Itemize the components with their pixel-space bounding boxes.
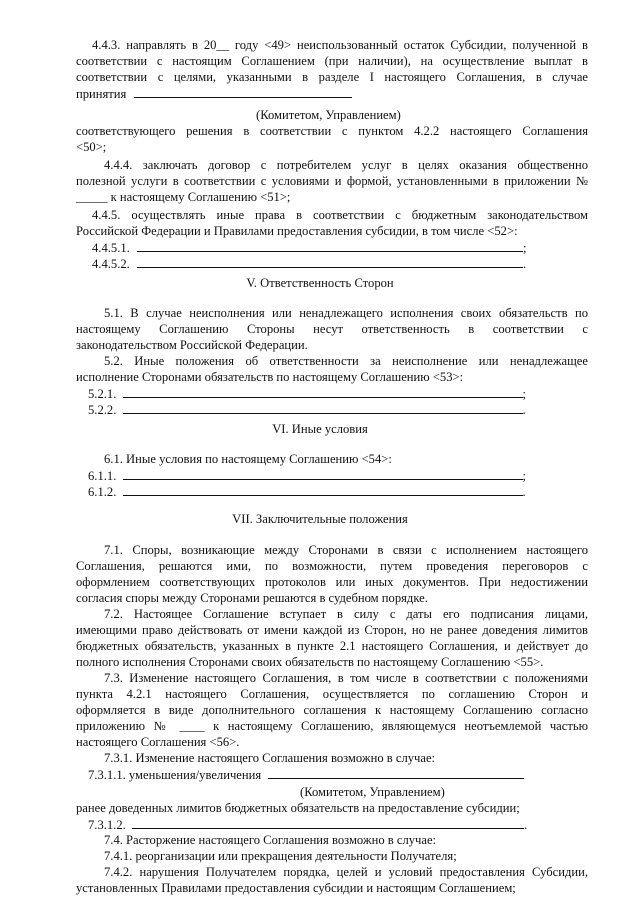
blank-line xyxy=(134,86,352,98)
item-label: 6.1.2. xyxy=(88,485,117,499)
para-5-1-line-3: законодательством Российской Федерации. xyxy=(76,338,308,352)
item-end: . xyxy=(522,257,527,271)
item-end: ; xyxy=(522,469,526,483)
item-7-3-1-2 xyxy=(88,817,548,833)
item-end: ; xyxy=(522,387,526,401)
section-heading-vii: VII. Заключительные положения xyxy=(232,512,408,526)
section-heading-vi: VI. Иные условия xyxy=(272,422,368,436)
item-label: 5.2.2. xyxy=(88,403,117,417)
para-5-1-line-2: настоящему Соглашению Стороны несут ответственность в соответствии с xyxy=(76,322,588,336)
text-prinyatiya: принятия xyxy=(76,87,127,101)
para-4-4-4-line-1: 4.4.4. заключать договор с потребителем услуг в целях оказания общественно xyxy=(104,158,588,172)
item-label: 7.3.1.1. уменьшения/увеличения xyxy=(88,768,262,782)
blank-line xyxy=(123,468,523,480)
para-4-4-5-line-2: Российской Федерации и Правилами предоставления субсидии, в том числе <52>: xyxy=(76,224,518,238)
para-7-1-line-3: оформлением соответствующих протоколов или иных документов. При недостижении xyxy=(76,575,588,589)
para-4-4-3-line-2: соответствии с настоящим Соглашением (при наличии), на осуществление выплат в xyxy=(76,54,588,68)
item-end: . xyxy=(522,485,526,499)
para-7-4-1: 7.4.1. реорганизации или прекращения деятельности Получателя; xyxy=(104,849,457,863)
para-6-1: 6.1. Иные условия по настоящему Соглашению <54>: xyxy=(104,452,392,466)
para-5-2-line-1: 5.2. Иные положения об ответственности за неисполнение или ненадлежащее xyxy=(104,354,588,368)
para-7-3-line-5: настоящего Соглашения <56>. xyxy=(76,735,240,749)
para-4-4-3-line-4 xyxy=(76,86,588,102)
item-7-3-1-1 xyxy=(88,767,548,783)
item-label: 7.3.1.2. xyxy=(88,818,126,832)
item-4-4-5-1 xyxy=(92,240,552,256)
para-7-4-2-line-1: 7.4.2. нарушения Получателем порядка, целей и условий предоставления Субсидии, xyxy=(104,865,588,879)
para-7-3-line-1: 7.3. Изменение настоящего Соглашения, в том числе в соответствии с положениями xyxy=(104,671,588,685)
para-7-2-line-4: полного исполнения Сторонами своих обязательств по настоящему Соглашению <55>. xyxy=(76,655,544,669)
para-4-4-3-line-1: 4.4.3. направлять в 20__ году <49> неиспользованный остаток Субсидии, полученной в xyxy=(92,38,588,52)
caption-committee-2: (Комитетом, Управлением) xyxy=(300,785,445,799)
para-7-4: 7.4. Расторжение настоящего Соглашения возможно в случае: xyxy=(104,833,437,847)
para-5-1-line-1: 5.1. В случае неисполнения или ненадлежащего исполнения своих обязательств по xyxy=(104,306,588,320)
item-label: 4.4.5.2. xyxy=(92,257,130,271)
item-label: 4.4.5.1. xyxy=(92,241,130,255)
para-7-3-line-4: приложению № ____ к настоящему Соглашению, являющемуся неотъемлемой частью xyxy=(76,719,588,733)
item-6-1-1 xyxy=(88,468,548,484)
para-7-1-line-1: 7.1. Споры, возникающие между Сторонами в связи с исполнением настоящего xyxy=(104,543,588,557)
blank-line xyxy=(123,484,523,496)
item-end: . xyxy=(523,818,528,832)
para-5-2-line-2: исполнение Сторонами обязательств по настоящему Соглашению <53>: xyxy=(76,370,464,384)
section-heading-v: V. Ответственность Сторон xyxy=(246,276,394,290)
item-4-4-5-2 xyxy=(92,256,552,272)
item-5-2-1 xyxy=(88,386,548,402)
para-7-1-line-2: Соглашения, решаются ими, по возможности, путем проведения переговоров с xyxy=(76,559,588,573)
blank-line xyxy=(132,817,524,829)
para-4-4-3-line-6: <50>; xyxy=(76,140,107,154)
item-label: 5.2.1. xyxy=(88,387,117,401)
item-label: 6.1.1. xyxy=(88,469,117,483)
para-7-2-line-1: 7.2. Настоящее Соглашение вступает в силу с даты его подписания лицами, xyxy=(104,607,588,621)
caption-committee: (Комитетом, Управлением) xyxy=(256,108,401,122)
para-7-3-1-1-cont: ранее доведенных лимитов бюджетных обязательств на предоставление субсидии; xyxy=(76,801,520,815)
item-5-2-2 xyxy=(88,402,548,418)
blank-line xyxy=(137,256,523,268)
para-4-4-3-line-5: соответствующего решения в соответствии с пунктом 4.2.2 настоящего Соглашения xyxy=(76,124,588,138)
blank-line xyxy=(137,240,523,252)
item-end: . xyxy=(522,403,526,417)
blank-line xyxy=(123,402,523,414)
para-7-1-line-4: согласия споры между Сторонами решаются в судебном порядке. xyxy=(76,591,428,605)
para-7-4-2-line-2: установленных Правилами предоставления субсидии и настоящим Соглашением; xyxy=(76,881,516,895)
para-4-4-5-line-1: 4.4.5. осуществлять иные права в соответствии с бюджетным законодательством xyxy=(92,208,588,222)
para-7-3-1: 7.3.1. Изменение настоящего Соглашения возможно в случае: xyxy=(104,751,436,765)
para-4-4-4-line-3: _____ к настоящему Соглашению <51>; xyxy=(76,190,291,204)
para-4-4-4-line-2: полезной услуги в соответствии с условиями и формой, установленными в приложении № xyxy=(76,174,588,188)
para-7-2-line-2: имеющими право действовать от имени каждой из Сторон, но не ранее доведения лимитов xyxy=(76,623,588,637)
para-7-3-line-3: оформляется в виде дополнительного соглашения к настоящему Соглашению согласно xyxy=(76,703,588,717)
para-7-2-line-3: бюджетных обязательств, указанных в пункте 2.1 настоящего Соглашения, и действует до xyxy=(76,639,588,653)
blank-line xyxy=(123,386,523,398)
para-7-3-line-2: пункта 4.2.1 настоящего Соглашения, осуществляется по соглашению Сторон и xyxy=(76,687,588,701)
item-6-1-2 xyxy=(88,484,548,500)
blank-line xyxy=(268,767,524,779)
para-4-4-3-line-3: соответствии с целями, указанными в разделе I настоящего Соглашения, в случае xyxy=(76,70,588,84)
item-end: ; xyxy=(522,241,527,255)
